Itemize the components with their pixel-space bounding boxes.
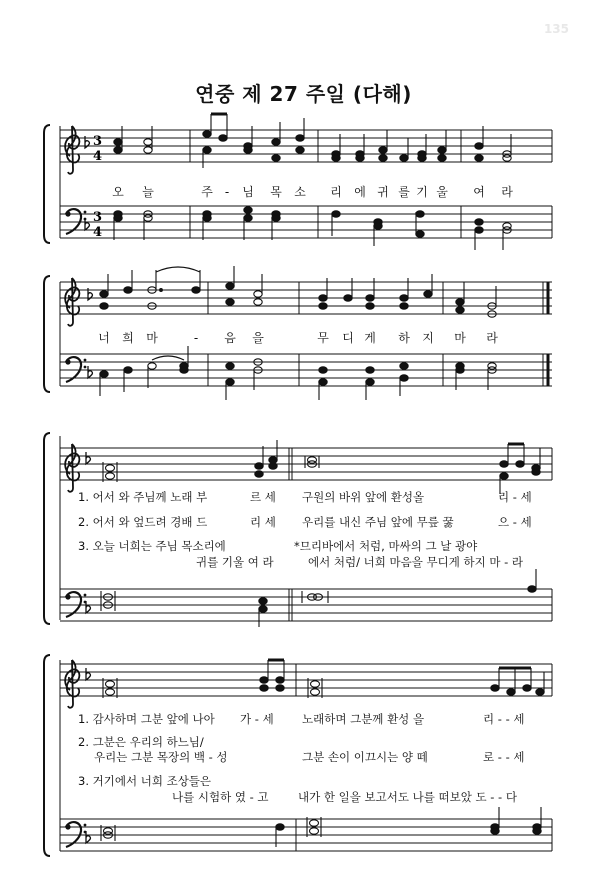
lyric-syllable: 울 (436, 185, 448, 199)
lyric-syllable: 음 (224, 331, 236, 345)
lyric-syllable: 목 (270, 185, 282, 199)
verse-3-left: 3. 오늘 너희는 주님 목소리에 (78, 539, 226, 553)
verse-1-end: 리 - 세 (498, 490, 532, 504)
hymn-title: 연중 제 27 주일 (다해) (195, 82, 412, 106)
verse-2-end: 으 - 세 (498, 515, 532, 529)
verse-3-left: 3. 거기에서 너희 조상들은 (78, 774, 212, 788)
lyric-syllable: 기 (416, 185, 428, 199)
verse-1-right: 구원의 바위 앞에 환성올 (302, 490, 425, 504)
lyric-syllable: 에 (354, 185, 366, 199)
lyric-syllable: 하 (398, 331, 410, 345)
page-number: 135 (543, 22, 569, 36)
verse-3-right: *므리바에서 처럼, 마싸의 그 날 광야 (294, 539, 478, 553)
lyric-syllable: 무 (317, 331, 329, 345)
svg-text:3: 3 (93, 134, 103, 149)
svg-text:3: 3 (93, 210, 103, 225)
verse-3-right: 내가 한 일을 보고서도 나를 떠보았 도 - - 다 (298, 790, 517, 804)
lyric-syllable: 디 (342, 331, 354, 345)
lyric-syllable: 님 (242, 185, 254, 199)
verse-1-end: 리 - - 세 (483, 712, 525, 726)
verse-2-mid: 리 세 (250, 515, 276, 529)
system-2 (44, 266, 552, 400)
verse-1-mid: 르 세 (250, 490, 276, 504)
system-1 (44, 114, 552, 250)
lyric-syllable: 늘 (142, 185, 154, 199)
verse-1-left: 1. 어서 와 주님께 노래 부 (78, 490, 208, 504)
lyric-syllable: 귀 (377, 185, 389, 199)
verse-3-left-cont: 나를 시험하 였 - 고 (172, 790, 269, 804)
verse-3-right-cont: 에서 처럼/ 너희 마음을 무디게 하지 마 - 라 (308, 555, 524, 569)
lyric-syllable: 주 (201, 185, 213, 199)
verse-2-left: 2. 그분은 우리의 하느님/ (78, 735, 204, 749)
lyric-syllable: 여 (473, 185, 485, 199)
svg-text:4: 4 (93, 149, 103, 164)
lyric-syllable: 라 (501, 185, 513, 199)
lyric-syllable: 지 (422, 331, 434, 345)
verse-1-right: 노래하며 그분께 환성 을 (302, 712, 425, 726)
verse-2-right: 우리를 내신 주님 앞에 무릎 꿇 (302, 515, 454, 529)
lyric-syllable: 를 (398, 185, 410, 199)
lyric-syllable: 을 (252, 331, 264, 345)
verse-2-end: 로 - - 세 (483, 750, 525, 764)
lyric-syllable: 희 (122, 331, 134, 345)
lyric-syllable: 오 (112, 185, 124, 199)
lyric-syllable: 게 (364, 331, 376, 345)
lyric-syllable: 소 (294, 185, 306, 199)
lyric-syllable: 리 (330, 185, 342, 199)
system-3 (44, 433, 552, 627)
verse-1-mid: 가 - 세 (240, 712, 274, 726)
lyric-syllable: 너 (98, 331, 110, 345)
verse-2-left: 2. 어서 와 엎드려 경배 드 (78, 515, 208, 529)
lyric-syllable: 라 (486, 331, 498, 345)
verse-1-left: 1. 감사하며 그분 앞에 나아 (78, 712, 215, 726)
verse-2-right: 그분 손이 이끄시는 양 떼 (302, 750, 428, 764)
lyric-syllable: - (224, 185, 230, 199)
lyric-syllable: - (193, 331, 199, 345)
lyric-syllable: 마 (146, 331, 158, 345)
verse-3-left-cont: 귀를 기울 여 라 (196, 555, 274, 569)
svg-text:4: 4 (93, 225, 103, 240)
verse-2-left-cont: 우리는 그분 목장의 백 - 성 (94, 750, 228, 764)
lyric-syllable: 마 (454, 331, 466, 345)
